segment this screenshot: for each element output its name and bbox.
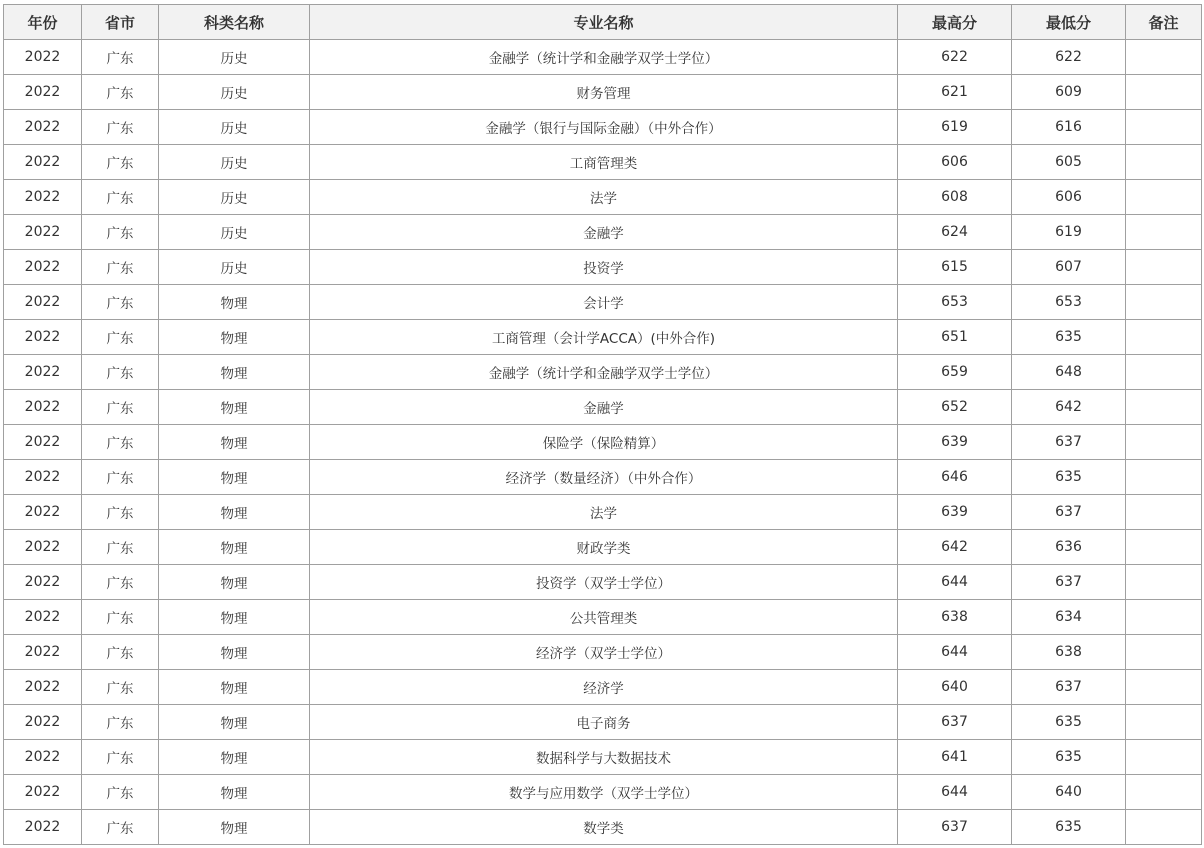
table-row bbox=[4, 565, 1202, 600]
cell-lowest-score: 616 bbox=[1012, 110, 1126, 145]
cell-subject-category: 物理 bbox=[159, 600, 310, 635]
cell-year: 2022 bbox=[4, 40, 82, 75]
table-row bbox=[4, 635, 1202, 670]
cell-major-name: 金融学 bbox=[310, 390, 898, 425]
cell-province: 广东 bbox=[82, 810, 159, 845]
table-row bbox=[4, 355, 1202, 390]
table-row bbox=[4, 705, 1202, 740]
cell-remarks bbox=[1126, 250, 1202, 285]
cell-major-name: 财政学类 bbox=[310, 530, 898, 565]
table-row bbox=[4, 670, 1202, 705]
cell-year: 2022 bbox=[4, 530, 82, 565]
cell-lowest-score: 637 bbox=[1012, 670, 1126, 705]
cell-highest-score: 653 bbox=[898, 285, 1012, 320]
cell-subject-category: 物理 bbox=[159, 530, 310, 565]
cell-province: 广东 bbox=[82, 740, 159, 775]
cell-year: 2022 bbox=[4, 670, 82, 705]
cell-lowest-score: 605 bbox=[1012, 145, 1126, 180]
cell-highest-score: 641 bbox=[898, 740, 1012, 775]
table-row bbox=[4, 775, 1202, 810]
cell-highest-score: 640 bbox=[898, 670, 1012, 705]
cell-subject-category: 历史 bbox=[159, 145, 310, 180]
header-lowest-score: 最低分 bbox=[1012, 5, 1126, 40]
table-row bbox=[4, 495, 1202, 530]
cell-major-name: 金融学（银行与国际金融）（中外合作） bbox=[310, 110, 898, 145]
cell-major-name: 电子商务 bbox=[310, 705, 898, 740]
cell-lowest-score: 607 bbox=[1012, 250, 1126, 285]
cell-highest-score: 638 bbox=[898, 600, 1012, 635]
cell-year: 2022 bbox=[4, 635, 82, 670]
cell-year: 2022 bbox=[4, 180, 82, 215]
cell-subject-category: 物理 bbox=[159, 565, 310, 600]
cell-highest-score: 606 bbox=[898, 145, 1012, 180]
cell-major-name: 保险学（保险精算） bbox=[310, 425, 898, 460]
cell-province: 广东 bbox=[82, 285, 159, 320]
cell-subject-category: 历史 bbox=[159, 40, 310, 75]
table-row bbox=[4, 530, 1202, 565]
cell-subject-category: 物理 bbox=[159, 355, 310, 390]
cell-year: 2022 bbox=[4, 355, 82, 390]
cell-province: 广东 bbox=[82, 670, 159, 705]
cell-remarks bbox=[1126, 705, 1202, 740]
header-province: 省市 bbox=[82, 5, 159, 40]
cell-lowest-score: 622 bbox=[1012, 40, 1126, 75]
cell-major-name: 公共管理类 bbox=[310, 600, 898, 635]
cell-subject-category: 物理 bbox=[159, 740, 310, 775]
cell-highest-score: 637 bbox=[898, 705, 1012, 740]
cell-major-name: 投资学（双学士学位） bbox=[310, 565, 898, 600]
cell-major-name: 工商管理（会计学ACCA）(中外合作) bbox=[310, 320, 898, 355]
cell-remarks bbox=[1126, 565, 1202, 600]
cell-remarks bbox=[1126, 495, 1202, 530]
cell-major-name: 财务管理 bbox=[310, 75, 898, 110]
cell-province: 广东 bbox=[82, 600, 159, 635]
cell-lowest-score: 609 bbox=[1012, 75, 1126, 110]
table-row bbox=[4, 425, 1202, 460]
cell-year: 2022 bbox=[4, 740, 82, 775]
table-row bbox=[4, 215, 1202, 250]
cell-subject-category: 物理 bbox=[159, 425, 310, 460]
cell-highest-score: 652 bbox=[898, 390, 1012, 425]
cell-subject-category: 物理 bbox=[159, 635, 310, 670]
cell-province: 广东 bbox=[82, 705, 159, 740]
cell-major-name: 金融学（统计学和金融学双学士学位） bbox=[310, 40, 898, 75]
cell-province: 广东 bbox=[82, 390, 159, 425]
cell-subject-category: 历史 bbox=[159, 250, 310, 285]
cell-highest-score: 644 bbox=[898, 775, 1012, 810]
header-highest-score: 最高分 bbox=[898, 5, 1012, 40]
cell-highest-score: 621 bbox=[898, 75, 1012, 110]
cell-subject-category: 历史 bbox=[159, 180, 310, 215]
cell-remarks bbox=[1126, 320, 1202, 355]
table-row bbox=[4, 460, 1202, 495]
cell-province: 广东 bbox=[82, 565, 159, 600]
cell-major-name: 经济学 bbox=[310, 670, 898, 705]
cell-subject-category: 物理 bbox=[159, 810, 310, 845]
table-row bbox=[4, 180, 1202, 215]
cell-major-name: 投资学 bbox=[310, 250, 898, 285]
cell-major-name: 数学与应用数学（双学士学位） bbox=[310, 775, 898, 810]
cell-lowest-score: 640 bbox=[1012, 775, 1126, 810]
cell-year: 2022 bbox=[4, 705, 82, 740]
cell-lowest-score: 634 bbox=[1012, 600, 1126, 635]
cell-major-name: 数据科学与大数据技术 bbox=[310, 740, 898, 775]
cell-province: 广东 bbox=[82, 495, 159, 530]
cell-lowest-score: 635 bbox=[1012, 460, 1126, 495]
cell-highest-score: 608 bbox=[898, 180, 1012, 215]
cell-remarks bbox=[1126, 40, 1202, 75]
cell-remarks bbox=[1126, 75, 1202, 110]
cell-province: 广东 bbox=[82, 355, 159, 390]
cell-highest-score: 639 bbox=[898, 495, 1012, 530]
cell-major-name: 工商管理类 bbox=[310, 145, 898, 180]
cell-highest-score: 624 bbox=[898, 215, 1012, 250]
header-year: 年份 bbox=[4, 5, 82, 40]
cell-remarks bbox=[1126, 460, 1202, 495]
header-row bbox=[4, 5, 1202, 40]
cell-remarks bbox=[1126, 810, 1202, 845]
cell-year: 2022 bbox=[4, 320, 82, 355]
admission-score-table bbox=[3, 4, 1202, 845]
table-row bbox=[4, 40, 1202, 75]
cell-major-name: 金融学（统计学和金融学双学士学位） bbox=[310, 355, 898, 390]
table-row bbox=[4, 740, 1202, 775]
cell-major-name: 经济学（双学士学位） bbox=[310, 635, 898, 670]
cell-subject-category: 物理 bbox=[159, 390, 310, 425]
cell-highest-score: 644 bbox=[898, 635, 1012, 670]
cell-lowest-score: 619 bbox=[1012, 215, 1126, 250]
cell-lowest-score: 653 bbox=[1012, 285, 1126, 320]
cell-year: 2022 bbox=[4, 75, 82, 110]
cell-remarks bbox=[1126, 180, 1202, 215]
cell-highest-score: 622 bbox=[898, 40, 1012, 75]
cell-highest-score: 639 bbox=[898, 425, 1012, 460]
cell-province: 广东 bbox=[82, 145, 159, 180]
cell-subject-category: 历史 bbox=[159, 215, 310, 250]
cell-remarks bbox=[1126, 215, 1202, 250]
cell-lowest-score: 637 bbox=[1012, 425, 1126, 460]
table-row bbox=[4, 390, 1202, 425]
cell-lowest-score: 637 bbox=[1012, 495, 1126, 530]
cell-subject-category: 物理 bbox=[159, 775, 310, 810]
table-row bbox=[4, 110, 1202, 145]
cell-remarks bbox=[1126, 635, 1202, 670]
table-row bbox=[4, 600, 1202, 635]
cell-subject-category: 物理 bbox=[159, 670, 310, 705]
cell-remarks bbox=[1126, 145, 1202, 180]
cell-major-name: 法学 bbox=[310, 495, 898, 530]
cell-year: 2022 bbox=[4, 250, 82, 285]
cell-year: 2022 bbox=[4, 495, 82, 530]
cell-year: 2022 bbox=[4, 775, 82, 810]
cell-year: 2022 bbox=[4, 285, 82, 320]
cell-highest-score: 659 bbox=[898, 355, 1012, 390]
cell-highest-score: 651 bbox=[898, 320, 1012, 355]
cell-remarks bbox=[1126, 740, 1202, 775]
cell-year: 2022 bbox=[4, 460, 82, 495]
cell-province: 广东 bbox=[82, 530, 159, 565]
cell-major-name: 经济学（数量经济）（中外合作） bbox=[310, 460, 898, 495]
cell-province: 广东 bbox=[82, 425, 159, 460]
cell-province: 广东 bbox=[82, 775, 159, 810]
cell-lowest-score: 635 bbox=[1012, 705, 1126, 740]
cell-subject-category: 物理 bbox=[159, 495, 310, 530]
cell-subject-category: 物理 bbox=[159, 285, 310, 320]
header-subject-category: 科类名称 bbox=[159, 5, 310, 40]
cell-year: 2022 bbox=[4, 110, 82, 145]
cell-province: 广东 bbox=[82, 40, 159, 75]
table-body bbox=[4, 40, 1202, 845]
cell-highest-score: 619 bbox=[898, 110, 1012, 145]
cell-lowest-score: 635 bbox=[1012, 740, 1126, 775]
cell-province: 广东 bbox=[82, 250, 159, 285]
cell-subject-category: 物理 bbox=[159, 705, 310, 740]
cell-highest-score: 642 bbox=[898, 530, 1012, 565]
cell-year: 2022 bbox=[4, 390, 82, 425]
cell-remarks bbox=[1126, 530, 1202, 565]
cell-province: 广东 bbox=[82, 460, 159, 495]
cell-remarks bbox=[1126, 775, 1202, 810]
cell-major-name: 会计学 bbox=[310, 285, 898, 320]
cell-remarks bbox=[1126, 110, 1202, 145]
cell-lowest-score: 636 bbox=[1012, 530, 1126, 565]
cell-remarks bbox=[1126, 390, 1202, 425]
table-header bbox=[4, 5, 1202, 40]
cell-remarks bbox=[1126, 670, 1202, 705]
cell-highest-score: 646 bbox=[898, 460, 1012, 495]
cell-lowest-score: 642 bbox=[1012, 390, 1126, 425]
cell-lowest-score: 635 bbox=[1012, 320, 1126, 355]
cell-province: 广东 bbox=[82, 635, 159, 670]
cell-lowest-score: 637 bbox=[1012, 565, 1126, 600]
cell-subject-category: 物理 bbox=[159, 320, 310, 355]
cell-subject-category: 历史 bbox=[159, 110, 310, 145]
cell-highest-score: 644 bbox=[898, 565, 1012, 600]
cell-lowest-score: 638 bbox=[1012, 635, 1126, 670]
table-row bbox=[4, 285, 1202, 320]
cell-lowest-score: 648 bbox=[1012, 355, 1126, 390]
cell-year: 2022 bbox=[4, 565, 82, 600]
cell-province: 广东 bbox=[82, 75, 159, 110]
header-major-name: 专业名称 bbox=[310, 5, 898, 40]
cell-subject-category: 物理 bbox=[159, 460, 310, 495]
header-remarks: 备注 bbox=[1126, 5, 1202, 40]
table-row bbox=[4, 75, 1202, 110]
cell-lowest-score: 635 bbox=[1012, 810, 1126, 845]
cell-remarks bbox=[1126, 355, 1202, 390]
cell-remarks bbox=[1126, 600, 1202, 635]
cell-remarks bbox=[1126, 425, 1202, 460]
cell-remarks bbox=[1126, 285, 1202, 320]
cell-major-name: 金融学 bbox=[310, 215, 898, 250]
cell-province: 广东 bbox=[82, 180, 159, 215]
table-row bbox=[4, 320, 1202, 355]
cell-major-name: 数学类 bbox=[310, 810, 898, 845]
cell-province: 广东 bbox=[82, 215, 159, 250]
table-row bbox=[4, 145, 1202, 180]
cell-highest-score: 637 bbox=[898, 810, 1012, 845]
cell-major-name: 法学 bbox=[310, 180, 898, 215]
table-row bbox=[4, 250, 1202, 285]
cell-highest-score: 615 bbox=[898, 250, 1012, 285]
cell-year: 2022 bbox=[4, 600, 82, 635]
cell-subject-category: 历史 bbox=[159, 75, 310, 110]
cell-year: 2022 bbox=[4, 215, 82, 250]
table-row bbox=[4, 810, 1202, 845]
cell-province: 广东 bbox=[82, 110, 159, 145]
cell-province: 广东 bbox=[82, 320, 159, 355]
cell-lowest-score: 606 bbox=[1012, 180, 1126, 215]
cell-year: 2022 bbox=[4, 145, 82, 180]
cell-year: 2022 bbox=[4, 810, 82, 845]
cell-year: 2022 bbox=[4, 425, 82, 460]
